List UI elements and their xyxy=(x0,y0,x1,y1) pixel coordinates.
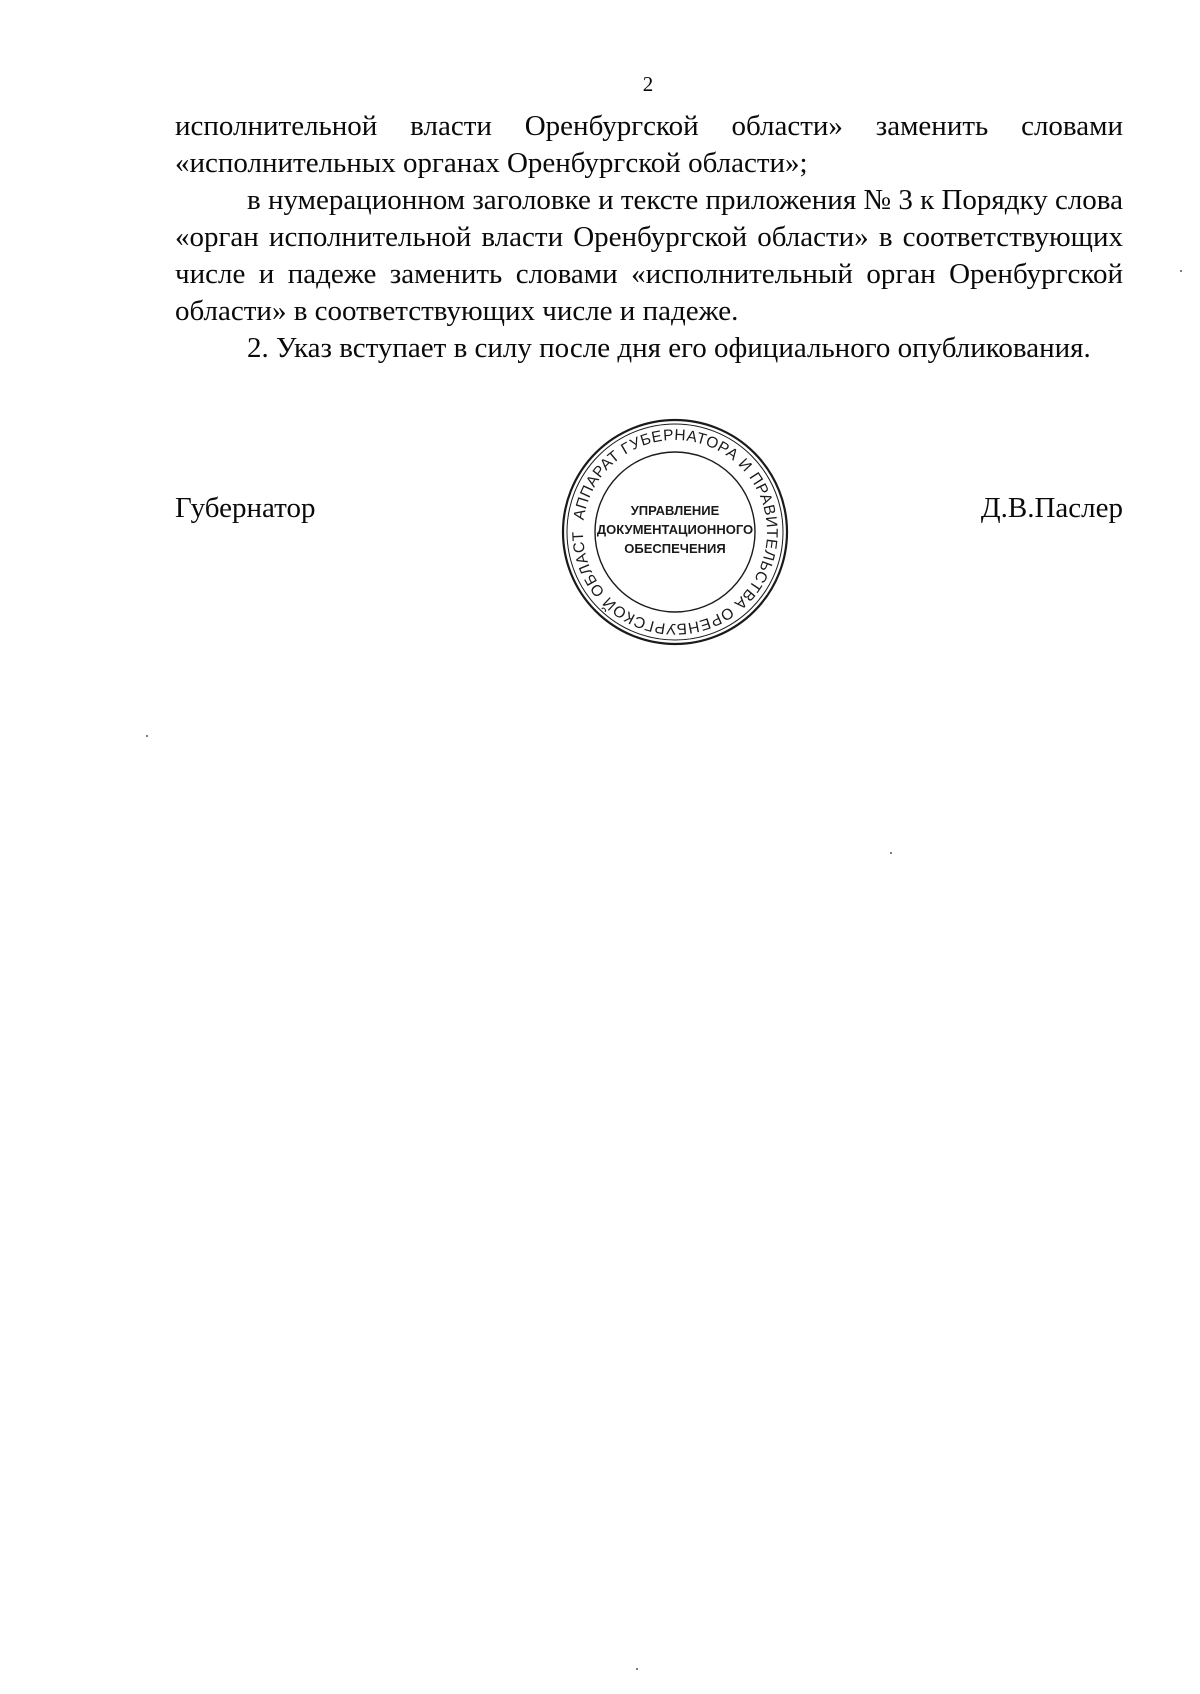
stamp-seal-graphic xyxy=(558,415,792,649)
signatory-title: Губернатор xyxy=(175,492,316,524)
scan-speck xyxy=(1180,270,1182,272)
official-stamp xyxy=(558,415,792,649)
signatory-name: Д.В.Паслер xyxy=(980,492,1123,524)
document-body xyxy=(175,108,1123,367)
stamp-center-line-2: ДОКУМЕНТАЦИОННОГО xyxy=(596,522,754,537)
page-number: 2 xyxy=(642,72,654,96)
scan-speck xyxy=(890,852,892,854)
paragraph-entry-into-force: 2. Указ вступает в силу после дня его официального опубликования. xyxy=(247,332,1091,364)
stamp-ring-text: АППАРАТ ГУБЕРНАТОРА И ПРАВИТЕЛЬСТВА ОРЕНБУРГСКОЙ ОБЛАСТ xyxy=(569,426,781,638)
paragraph-continuation-line-1: исполнительной власти Оренбургской области» заменить словами xyxy=(175,110,1123,142)
stamp-center-line-3: ОБЕСПЕЧЕНИЯ xyxy=(624,541,726,556)
paragraph-continuation-line-2: «исполнительных органах Оренбургской области»; xyxy=(175,147,808,179)
scan-speck xyxy=(146,735,148,737)
paragraph-appendix-3: в нумерационном заголовке и тексте приложения № 3 к Порядку слова «орган исполнительной власти Оренбургской области» в соответствующих числе и падеже заменить словами «исполнительный орган Оренбургской области» в соответствующих числе и падеже. xyxy=(175,184,1123,327)
stamp-center-line-1: УПРАВЛЕНИЕ xyxy=(630,503,720,518)
scan-speck xyxy=(636,1668,638,1670)
